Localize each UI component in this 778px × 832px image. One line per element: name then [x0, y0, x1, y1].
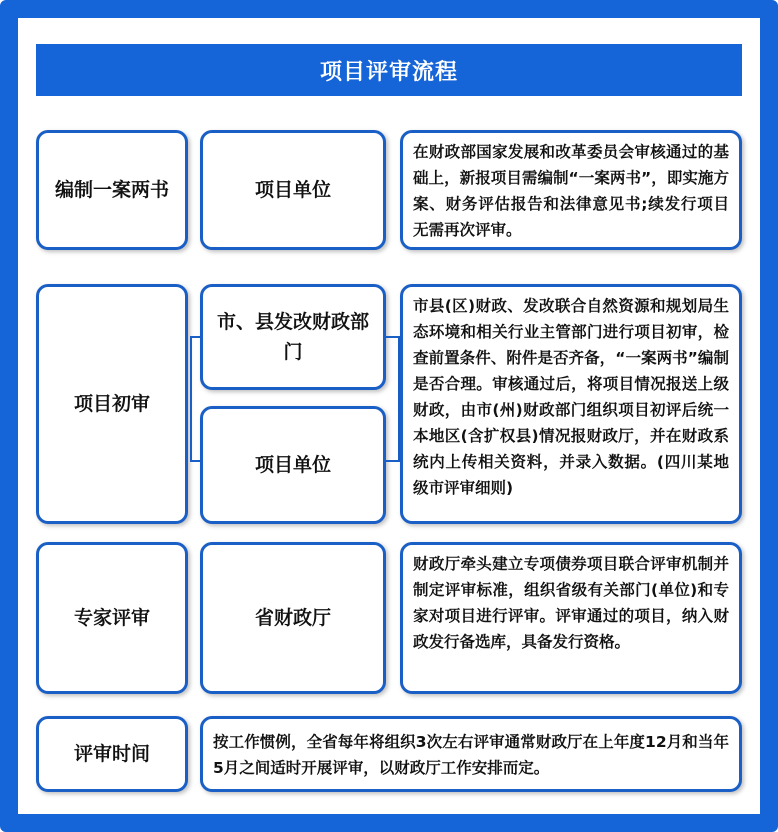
description-box-preliminary-review: 市县(区)财政、发改联合自然资源和规划局生态环境和相关行业主管部门进行项目初审，检查前置条件、附件是否齐备，“一案两书”编制是否合理。审核通过后，将项目情况报送上级财政，由市(州)财政部门组织项目初评后统一本地区(含扩权县)情况报财政厅，并在财政系统内上传相关资料，并录入数据。(四川某地级市评审细则): [400, 284, 742, 524]
description-box-review-time: 按工作惯例，全省每年将组织3次左右评审通常财政厅在上年度12月和当年5月之间适时开展评审，以财政厅工作安排而定。: [200, 716, 742, 792]
left-bracket-connector: [190, 336, 200, 462]
page-title: 项目评审流程: [36, 44, 742, 96]
stage-box-compile: 编制一案两书: [36, 130, 188, 250]
description-box-expert-review: 财政厅牵头建立专项债券项目联合评审机制并制定评审标准，组织省级有关部门(单位)和专家对项目进行评审。评审通过的项目，纳入财政发行备选库，具备发行资格。: [400, 542, 742, 694]
unit-box-provincial-finance: 省财政厅: [200, 542, 386, 694]
stage-box-review-time: 评审时间: [36, 716, 188, 792]
right-bracket-connector: [386, 336, 400, 462]
unit-box-city-county-dept: 市、县发改财政部门: [200, 284, 386, 390]
description-box-compile: 在财政部国家发展和改革委员会审核通过的基础上，新报项目需编制“一案两书”，即实施方案、财务评估报告和法律意见书;续发行项目无需再次评审。: [400, 130, 742, 250]
stage-box-expert-review: 专家评审: [36, 542, 188, 694]
unit-box-project-unit-1: 项目单位: [200, 130, 386, 250]
unit-box-project-unit-2: 项目单位: [200, 406, 386, 524]
stage-box-preliminary-review: 项目初审: [36, 284, 188, 524]
